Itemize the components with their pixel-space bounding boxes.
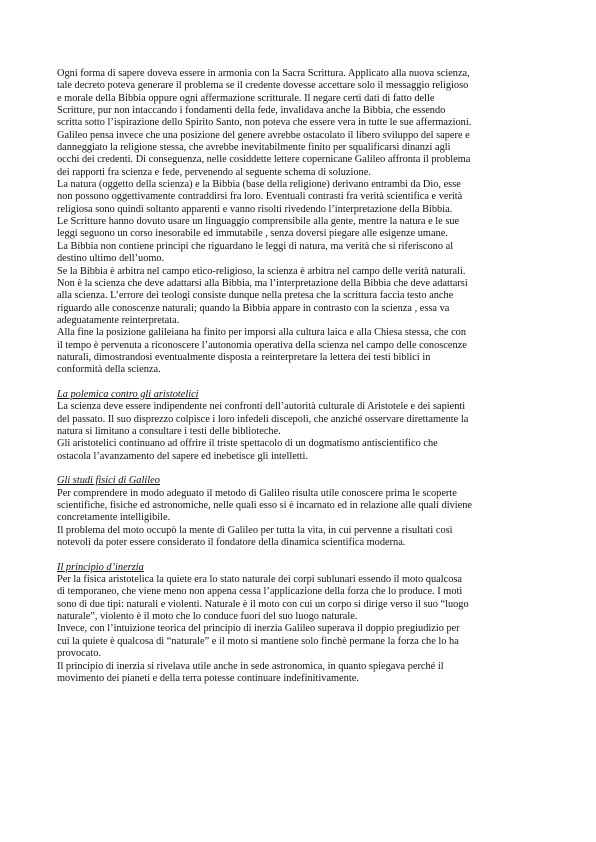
section-spacer bbox=[57, 463, 545, 475]
section-inerzia bbox=[57, 562, 545, 685]
paragraph: Ogni forma di sapere doveva essere in armonia con la Sacra Scrittura. Applicato alla nuova scienza, tale decreto poteva generare il problema se il credente dovesse accettare solo il messaggio religioso e morale della Bibbia oppure ogni affermazione scritturale. Il negare certi dati di fatto delle Scritture, pur non intaccando i fondamenti della fede, invalidava anche la Bibbia, che essendo scritta sotto l’ispirazione dello Spirito Santo, non poteva che essere vera in tutte le sue affermazioni. bbox=[57, 68, 472, 129]
paragraph: La scienza deve essere indipendente nei confronti dell’autorità culturale di Aristotele e dei sapienti del passato. Il suo disprezzo colpisce i loro infedeli discepoli, che anziché osservare direttamente la natura si limitano a consultare i testi delle biblioteche. bbox=[57, 401, 469, 437]
section-spacer bbox=[57, 377, 545, 389]
document-page bbox=[57, 68, 545, 685]
paragraph: Galileo pensa invece che una posizione del genere avrebbe ostacolato il libero sviluppo del sapere e danneggiato la religione stessa, che avrebbe inevitabilmente finito per squalificarsi dinanzi agli occhi dei credenti. Di conseguenza, nelle cosiddette lettere copernicane Galileo affronta il problema dei rapporti fra scienza e fede, pervenendo al seguente schema di soluzione. bbox=[57, 129, 471, 178]
section-studi-fisici bbox=[57, 475, 545, 549]
paragraph: Se la Bibbia è arbitra nel campo etico-religioso, la scienza è arbitra nel campo delle verità naturali. Non è la scienza che deve adattarsi alla Bibbia, ma l’interpretazione della Bibbia che deve adattarsi alla scienza. L’errore dei teologi consiste dunque nella pretesa che la scrittura faccia testo anche riguardo alle conoscenze naturali; quando la Bibbia appare in contrasto con la scienza , essa va adeguatamente reinterpretata. bbox=[57, 265, 468, 326]
section-heading: Gli studi fisici di Galileo bbox=[57, 475, 160, 487]
section-spacer bbox=[57, 549, 545, 561]
paragraph: Il principio di inerzia si rivelava utile anche in sede astronomica, in quanto spiegava perché il movimento dei pianeti e della terra potesse continuare indefinitivamente. bbox=[57, 660, 444, 684]
paragraph: La Bibbia non contiene principi che riguardano le leggi di natura, ma verità che si riferiscono al destino ultimo dell’uomo. bbox=[57, 240, 454, 265]
paragraph: Invece, con l’intuizione teorica del principio di inerzia Galileo superava il doppio pregiudizio per cui la quiete è qualcosa di “naturale” e il moto si mantiene solo finchè permane la forza che lo ha provocato. bbox=[57, 623, 460, 660]
paragraph: Gli aristotelici continuano ad offrire il triste spettacolo di un dogmatismo antiscientifico che ostacola l’avanzamento del sapere ed inebetisce gli intelletti. bbox=[57, 438, 438, 462]
paragraph: Per la fisica aristotelica la quiete era lo stato naturale dei corpi sublunari essendo il moto qualcosa di temporaneo, che viene meno non appena cessa l’applicazione della forza che lo produce. I moti sono di due tipi: naturali e violenti. Naturale è il moto con cui un corpo si dirige verso il suo “luogo naturale”, violento è il moto che lo conduce fuori del suo luogo naturale. bbox=[57, 574, 469, 623]
section-heading: La polemica contro gli aristotelici bbox=[57, 388, 199, 400]
paragraph: Per comprendere in modo adeguato il metodo di Galileo risulta utile conoscere prima le scoperte scientifiche, fisiche ed astronomiche, nelle quali esso si è incarnato ed in relazione alle quali diviene concretamente intelligibile. bbox=[57, 487, 473, 524]
section-aristotelici bbox=[57, 389, 545, 463]
section-heading: Il principio d’inerzia bbox=[57, 561, 144, 573]
paragraph: Le Scritture hanno dovuto usare un linguaggio comprensibile alla gente, mentre la natura e le sue leggi seguono un corso inesorabile ed immutabile , senza doversi piegare alle esigenze umane. bbox=[57, 216, 460, 240]
paragraph: La natura (oggetto della scienza) e la Bibbia (base della religione) derivano entrambi da Dio, esse non possono oggettivamente contraddirsi fra loro. Eventuali contrasti fra verità scientifica e verità religiosa sono quindi soltanto apparenti e vanno risolti rivedendo l’interpretazione della Bibbia. bbox=[57, 179, 463, 215]
paragraph: Alla fine la posizione galileiana ha finito per imporsi alla cultura laica e alla Chiesa stessa, che con il tempo è pervenuta a riconoscere l’autonomia operativa della scienza nel campo delle conoscenze naturali, dimostrandosi eventualmente disposta a reinterpretare la lettera dei testi biblici in conformità della scienza. bbox=[57, 327, 467, 376]
paragraph: Il problema del moto occupò la mente di Galileo per tutta la vita, in cui pervenne a risultati così notevoli da poter essere considerato il fondatore della dinamica scientifica moderna. bbox=[57, 524, 453, 549]
